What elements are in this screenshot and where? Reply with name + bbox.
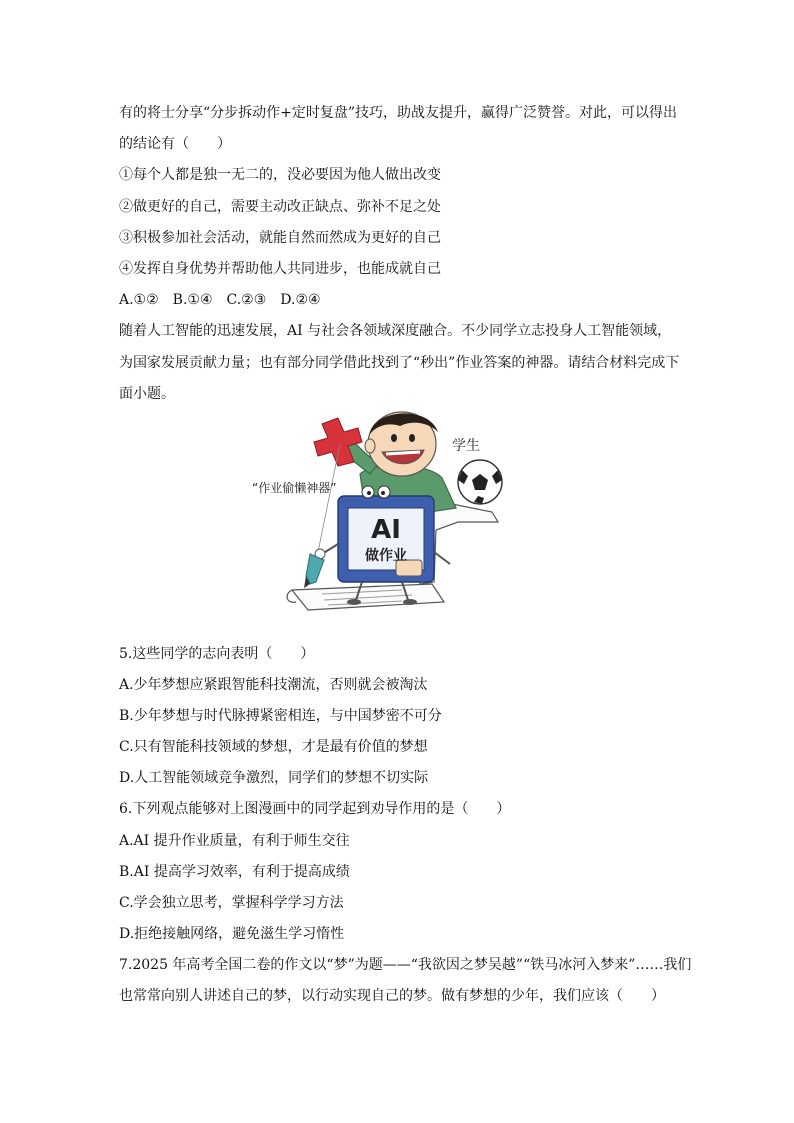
- paper-icon: [287, 584, 444, 610]
- q4-option-3: ③积极参加社会活动，就能自然而然成为更好的自己: [119, 230, 441, 246]
- q4-option-2: ②做更好的自己，需要主动改正缺点、弥补不足之处: [119, 199, 441, 215]
- pen-icon: [304, 554, 324, 588]
- screen-ai-text: AI: [371, 515, 401, 545]
- q6-option-d: D.拒绝接触网络，避免滋生学习惰性: [119, 926, 345, 942]
- q4-stem-line1: 有的将士分享“分步拆动作+定时复盘”技巧，助战友提升，赢得广泛赞誉。对此，可以得出: [119, 105, 678, 121]
- q6-option-b: B.AI 提高学习效率，有利于提高成绩: [119, 864, 350, 880]
- q5-option-d: D.人工智能领域竞争激烈，同学们的梦想不切实际: [119, 770, 429, 786]
- material-line2: 为国家发展贡献力量；也有部分同学借此找到了“秒出”作业答案的神器。请结合材料完成下: [119, 355, 680, 371]
- q5-option-c: C.只有智能科技领域的梦想，才是最有价值的梦想: [119, 739, 428, 755]
- material-line3: 面小题。: [119, 386, 175, 402]
- screen-homework-text: 做作业: [365, 548, 407, 564]
- q6-stem: 6.下列观点能够对上图漫画中的同学起到劝导作用的是（ ）: [119, 801, 511, 817]
- soccer-ball-icon: [458, 460, 502, 504]
- ai-homework-cartoon: [252, 404, 504, 628]
- q7-stem-line2: 也常常向别人讲述自己的梦，以行动实现自己的梦。做有梦想的少年，我们应该（ ）: [119, 988, 665, 1004]
- student-label: 学生: [452, 438, 480, 454]
- q6-option-c: C.学会独立思考，掌握科学学习方法: [119, 895, 344, 911]
- q7-stem-line1: 7.2025 年高考全国二卷的作文以“梦”为题——“我欲因之梦吴越”“铁马冰河入梦来”……我们: [119, 957, 692, 973]
- cartoon-caption: “作业偷懒神器”: [252, 481, 337, 495]
- q4-stem-line2: 的结论有（ ）: [119, 136, 231, 152]
- q4-option-1: ①每个人都是独一无二的，没必要因为他人做出改变: [119, 167, 441, 183]
- q5-option-a: A.少年梦想应紧跟智能科技潮流，否则就会被淘汰: [119, 677, 428, 693]
- q6-option-a: A.AI 提升作业质量，有利于师生交往: [119, 833, 350, 849]
- q5-option-b: B.少年梦想与时代脉搏紧密相连，与中国梦密不可分: [119, 708, 442, 724]
- q4-option-4: ④发挥自身优势并帮助他人共同进步，也能成就自己: [119, 261, 441, 277]
- q5-stem: 5.这些同学的志向表明（ ）: [119, 646, 315, 662]
- q4-choices: A.①② B.①④ C.②③ D.②④: [119, 292, 321, 308]
- material-line1: 随着人工智能的迅速发展，AI 与社会各领域深度融合。不少同学立志投身人工智能领域，: [119, 323, 672, 339]
